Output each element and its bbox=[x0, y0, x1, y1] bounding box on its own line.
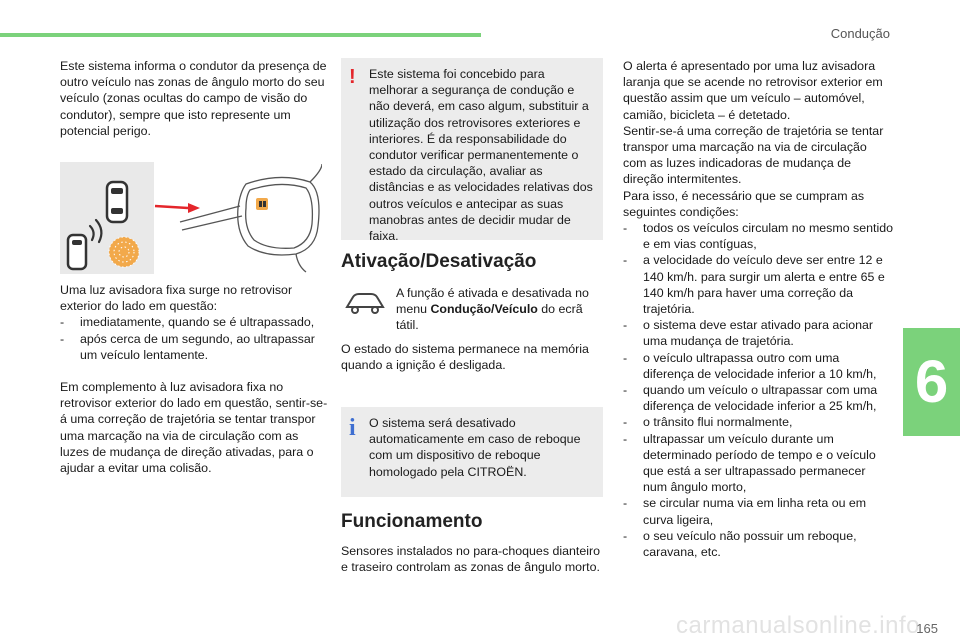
blind-spot-diagram bbox=[60, 162, 322, 274]
warning-exclamation-icon: ! bbox=[349, 66, 356, 88]
header-accent-bar bbox=[0, 33, 481, 37]
intro-paragraph: Este sistema informa o condutor da presença de outro veículo nas zonas de ângulo morto do seu veículo (zonas ocultas do campo de visão do condutor), sempre que isto represente um potencial perigo. bbox=[60, 59, 327, 138]
chapter-tab: 6 bbox=[903, 328, 960, 436]
car-settings-icon bbox=[345, 289, 385, 315]
heading-operation: Funcionamento bbox=[341, 511, 483, 532]
menu-text-post: do ecrã tátil. bbox=[396, 302, 583, 333]
page-number: 165 bbox=[916, 621, 938, 636]
alert-paragraph: O alerta é apresentado por uma luz avisadora laranja que se acende no retrovisor exterior em questão assim que um veículo – automóvel, camião, bicicleta – é detetado. bbox=[623, 59, 883, 122]
info-text: O sistema será desativado automaticamente em caso de reboque com um dispositivo de reboque homologado pela CITROËN. bbox=[369, 416, 581, 479]
warning-text: Este sistema foi concebido para melhorar a segurança de condução e não deverá, em caso algum, substituir a utilização dos retrovisores exteriores e interiores. É da responsabilidade do condutor verificar permanentemente o estado da circulação, avaliar as distâncias e as velocidades relativas dos outros veículos e antecipar as suas manobras antes de decidir mudar de faixa. bbox=[369, 67, 593, 244]
list-item: - o seu veículo não possuir um reboque, caravana, etc. bbox=[623, 528, 893, 560]
correction-paragraph: Sentir-se-á uma correção de trajetória se tentar transpor uma marcação na via de circulação com as luzes indicadoras de mudança de direção intermitentes. bbox=[623, 123, 884, 187]
column-1-lower bbox=[60, 282, 330, 476]
list-item: - a velocidade do veículo deve ser entre 12 e 140 km/h. para surgir um alerta e entre 65 e 140 km/h para haver uma correção da trajetória. bbox=[623, 252, 893, 317]
conditions-intro: Para isso, é necessário que se cumpram as seguintes condições: bbox=[623, 188, 865, 219]
list-item: - o trânsito flui normalmente, bbox=[623, 414, 893, 430]
list-item: - ultrapassar um veículo durante um determinado período de tempo e o veículo que está a ser ultrapassado permanecer num ângulo morto, bbox=[623, 431, 893, 496]
mirror-warning-lamp-icon bbox=[256, 198, 268, 210]
info-icon: i bbox=[349, 415, 356, 441]
menu-path: Condução/Veículo bbox=[430, 302, 538, 317]
signal-waves-icon bbox=[90, 220, 101, 242]
door-mirror-icon bbox=[180, 164, 322, 272]
overtaking-car-icon bbox=[107, 182, 127, 222]
lamp-intro-paragraph: Uma luz avisadora fixa surge no retrovisor exterior do lado em questão: bbox=[60, 283, 293, 314]
detection-zone-icon bbox=[109, 237, 139, 267]
sensors-paragraph-block bbox=[341, 543, 603, 575]
lamp-list bbox=[60, 314, 330, 363]
heading-activation: Ativação/Desativação bbox=[341, 251, 537, 272]
list-item: - imediatamente, quando se é ultrapassado, bbox=[60, 314, 330, 330]
section-title: Condução bbox=[830, 26, 890, 41]
warning-box bbox=[341, 58, 603, 244]
watermark: carmanualsonline.info bbox=[676, 612, 920, 639]
pointer-arrow-icon bbox=[155, 203, 200, 213]
list-item: - quando um veículo o ultrapassar com uma diferença de velocidade inferior a 25 km/h, bbox=[623, 382, 893, 414]
complement-paragraph: Em complemento à luz avisadora fixa no retrovisor exterior do lado em questão, sentir-se-á uma correção de trajetória se tentar transpor uma marcação na via de circulação com as luzes de mudança de direção ativadas, para o ajudar a evitar uma colisão. bbox=[60, 380, 328, 476]
list-item: - após cerca de um segundo, ao ultrapassar um veículo lentamente. bbox=[60, 331, 330, 363]
list-item: - se circular numa via em linha reta ou em curva ligeira, bbox=[623, 495, 893, 527]
menu-instruction-text bbox=[396, 285, 596, 334]
own-car-icon bbox=[68, 235, 86, 269]
memory-paragraph: O estado do sistema permanece na memória quando a ignição é desligada. bbox=[341, 342, 589, 373]
list-item: - o sistema deve estar ativado para acionar uma mudança de trajetória. bbox=[623, 317, 893, 349]
column-1 bbox=[60, 58, 330, 139]
blind-spot-illustration bbox=[60, 162, 322, 274]
memory-paragraph-block bbox=[341, 341, 603, 373]
list-item: - o veículo ultrapassa outro com uma diferença de velocidade inferior a 10 km/h, bbox=[623, 350, 893, 382]
info-box bbox=[341, 407, 603, 497]
sensors-paragraph: Sensores instalados no para-choques dianteiro e traseiro controlam as zonas de ângulo morto. bbox=[341, 544, 600, 575]
menu-text-pre: A função é ativada e desativada no menu bbox=[396, 286, 589, 317]
conditions-list bbox=[623, 220, 893, 560]
list-item: - todos os veículos circulam no mesmo sentido e em vias contíguas, bbox=[623, 220, 893, 252]
column-3 bbox=[623, 58, 893, 560]
